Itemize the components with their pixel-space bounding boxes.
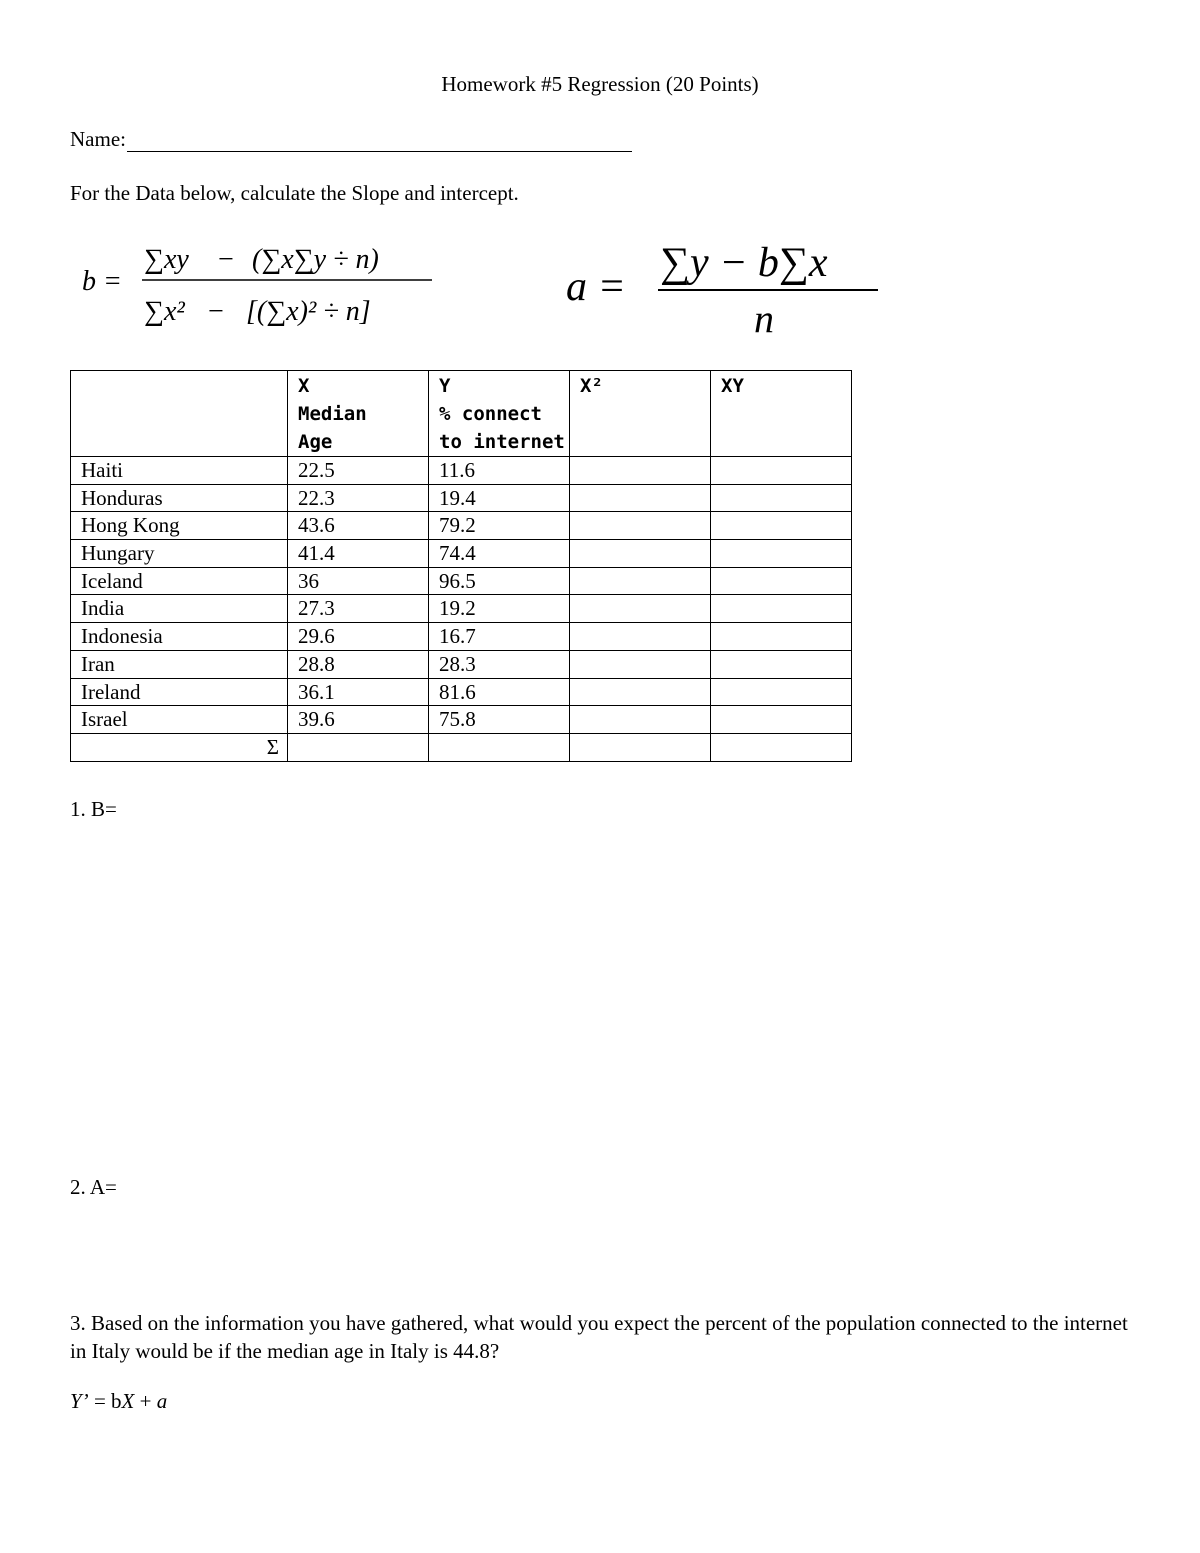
sum-xy-cell[interactable] [711,733,852,761]
x-squared-cell[interactable] [570,484,711,512]
table-header-row [71,371,852,457]
x-cell: 41.4 [288,540,429,568]
x-cell: 29.6 [288,623,429,651]
header-y-line: Y [439,375,451,397]
slope-formula-denominator-minus: − [208,296,224,327]
country-cell: Haiti [71,457,288,485]
table-row [71,595,852,623]
equation-y-prime: Y’ [70,1389,89,1413]
question-2: 2. A= [70,1175,117,1199]
page-title: Homework #5 Regression (20 Points) [441,72,759,96]
slope-formula-numerator-a: ∑xy [144,244,189,275]
question-1: 1. B= [70,797,117,821]
header-xy-label: XY [721,375,744,397]
x-squared-cell[interactable] [570,457,711,485]
country-cell: Israel [71,706,288,734]
country-cell: Hong Kong [71,512,288,540]
y-cell: 75.8 [429,706,570,734]
xy-cell[interactable] [711,567,852,595]
equation-x: X [121,1389,135,1413]
name-label: Name: [70,127,126,151]
table-row [71,623,852,651]
xy-cell[interactable] [711,678,852,706]
slope-formula [80,232,440,332]
header-x-squared-label: X² [580,375,603,397]
xy-cell[interactable] [711,595,852,623]
slope-formula-denominator-b: [(∑x)² ÷ n] [246,296,371,327]
sum-x-cell[interactable] [288,733,429,761]
header-x-squared [570,371,711,457]
intercept-formula-denominator: n [754,296,774,338]
header-x-line: X [298,375,310,397]
slope-formula-lhs: b = [82,266,122,297]
header-y [429,371,570,457]
prediction-equation [70,1389,167,1414]
header-x-line: Median [298,403,367,425]
y-cell: 16.7 [429,623,570,651]
y-cell: 28.3 [429,650,570,678]
table-row [71,567,852,595]
slope-formula-numerator-minus: − [218,244,234,275]
x-cell: 39.6 [288,706,429,734]
x-squared-cell[interactable] [570,650,711,678]
x-squared-cell[interactable] [570,512,711,540]
xy-cell[interactable] [711,706,852,734]
header-y-line: % connect [439,403,542,425]
xy-cell[interactable] [711,540,852,568]
x-cell: 27.3 [288,595,429,623]
xy-cell[interactable] [711,623,852,651]
slope-formula-numerator-b: (∑x∑y ÷ n) [252,244,379,275]
table-row [71,512,852,540]
y-cell: 79.2 [429,512,570,540]
equation-a: a [156,1389,168,1413]
y-cell: 96.5 [429,567,570,595]
header-xy [711,371,852,457]
xy-cell[interactable] [711,650,852,678]
country-cell: Iceland [71,567,288,595]
equation-plus: + [134,1389,157,1413]
sum-row [71,733,852,761]
data-table [70,370,852,762]
sum-x-squared-cell[interactable] [570,733,711,761]
name-blank-line[interactable] [127,129,632,152]
x-cell: 22.5 [288,457,429,485]
equation-equals: = b [88,1389,122,1413]
y-cell: 19.4 [429,484,570,512]
table-row [71,706,852,734]
country-cell: India [71,595,288,623]
table-row [71,457,852,485]
question-3: 3. Based on the information you have gathered, what would you expect the percent of the population connected to the internet in Italy would be if the median age in Italy is 44.8? [70,1311,1128,1363]
x-cell: 28.8 [288,650,429,678]
xy-cell[interactable] [711,512,852,540]
y-cell: 74.4 [429,540,570,568]
header-y-line: to internet [439,431,565,453]
x-cell: 43.6 [288,512,429,540]
xy-cell[interactable] [711,457,852,485]
x-squared-cell[interactable] [570,706,711,734]
country-cell: Honduras [71,484,288,512]
x-squared-cell[interactable] [570,678,711,706]
x-squared-cell[interactable] [570,623,711,651]
name-field[interactable] [70,127,632,152]
x-cell: 22.3 [288,484,429,512]
country-cell: Iran [71,650,288,678]
country-cell: Hungary [71,540,288,568]
intercept-formula-numerator: ∑y − b∑x [660,240,828,286]
y-cell: 11.6 [429,457,570,485]
header-x [288,371,429,457]
table-row [71,650,852,678]
table-row [71,540,852,568]
country-cell: Ireland [71,678,288,706]
sum-symbol: Σ [71,733,288,761]
country-cell: Indonesia [71,623,288,651]
intercept-formula-lhs: a = [566,264,626,310]
header-x-line: Age [298,431,333,453]
sum-y-cell[interactable] [429,733,570,761]
x-cell: 36 [288,567,429,595]
x-squared-cell[interactable] [570,595,711,623]
instructions: For the Data below, calculate the Slope and intercept. [70,181,519,205]
x-squared-cell[interactable] [570,567,711,595]
slope-formula-denominator-a: ∑x² [144,296,185,327]
y-cell: 19.2 [429,595,570,623]
header-country [71,371,288,457]
table-row [71,484,852,512]
x-cell: 36.1 [288,678,429,706]
table-row [71,678,852,706]
xy-cell[interactable] [711,484,852,512]
y-cell: 81.6 [429,678,570,706]
intercept-formula [562,228,892,338]
x-squared-cell[interactable] [570,540,711,568]
